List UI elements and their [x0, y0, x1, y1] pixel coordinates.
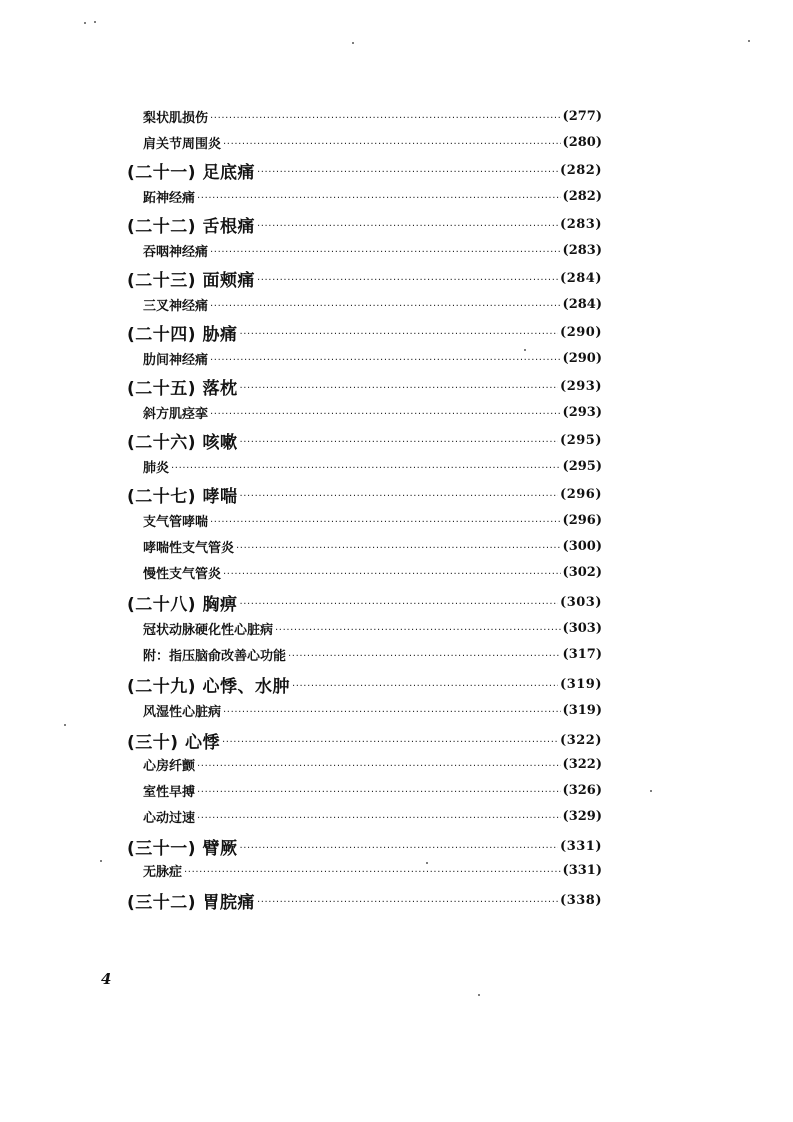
toc-subentry	[143, 780, 602, 800]
toc-entry-title: (二十八) 胸痹	[127, 594, 238, 614]
toc-page-number: (338)	[560, 892, 602, 908]
toc-page-number: (290)	[562, 350, 602, 366]
toc-subentry	[143, 240, 602, 260]
toc-page-number: (295)	[562, 458, 602, 474]
toc-entry-title: (二十二) 舌根痛	[127, 216, 255, 236]
toc-entry-title: (二十四) 胁痛	[127, 324, 238, 344]
dot-leader	[210, 301, 561, 312]
dot-leader	[239, 383, 558, 394]
toc-chapter	[127, 320, 602, 344]
toc-entry-title: 梨状肌损伤	[143, 110, 209, 126]
scan-speck	[426, 862, 428, 864]
dot-leader	[257, 167, 558, 178]
toc-entry-title: 室性早搏	[143, 784, 196, 800]
dot-leader	[210, 355, 561, 366]
toc-page-number: (326)	[562, 782, 602, 798]
toc-page-number: (322)	[562, 756, 602, 772]
toc-page-number: (283)	[562, 242, 602, 258]
toc-page-number: (319)	[562, 702, 602, 718]
dot-leader	[223, 569, 561, 580]
toc-entry-title: 肩关节周围炎	[143, 136, 222, 152]
toc-subentry	[143, 644, 602, 664]
toc-chapter	[127, 428, 602, 452]
toc-subentry	[143, 348, 602, 368]
toc-page-number: (295)	[560, 432, 602, 448]
toc-chapter	[127, 672, 602, 696]
toc-subentry	[143, 510, 602, 530]
toc-page-number: (331)	[562, 862, 602, 878]
toc-page-number: (284)	[560, 270, 602, 286]
toc-entry-title: (三十) 心悸	[127, 732, 220, 752]
toc-chapter	[127, 374, 602, 398]
toc-page-number: (277)	[562, 108, 602, 124]
toc-page-number: (282)	[562, 188, 602, 204]
toc-entry-title: 肺炎	[143, 460, 170, 476]
dot-leader	[210, 247, 561, 258]
dot-leader	[197, 787, 561, 798]
dot-leader	[236, 543, 561, 554]
dot-leader	[292, 681, 558, 692]
toc-chapter	[127, 266, 602, 290]
scan-speck	[94, 21, 96, 23]
toc-page-number: (302)	[562, 564, 602, 580]
toc-subentry	[143, 456, 602, 476]
toc-entry-title: (三十一) 臂厥	[127, 838, 238, 858]
dot-leader	[197, 813, 561, 824]
dot-leader	[223, 707, 561, 718]
toc-entry-title: (二十九) 心悸、水肿	[127, 676, 290, 696]
toc-page-number: (293)	[562, 404, 602, 420]
dot-leader	[184, 867, 561, 878]
toc-entry-title: (三十二) 胃脘痛	[127, 892, 255, 912]
scan-speck	[650, 790, 652, 792]
dot-leader	[288, 651, 561, 662]
toc-chapter	[127, 158, 602, 182]
toc-entry-title: 肋间神经痛	[143, 352, 209, 368]
toc-subentry	[143, 806, 602, 826]
dot-leader	[197, 193, 561, 204]
toc-page-number: (290)	[560, 324, 602, 340]
toc-entry-title: 吞咽神经痛	[143, 244, 209, 260]
toc-page-number: (296)	[560, 486, 602, 502]
toc-subentry	[143, 562, 602, 582]
toc-entry-title: 支气管哮喘	[143, 514, 209, 530]
toc-subentry	[143, 618, 602, 638]
toc-page-number: (296)	[562, 512, 602, 528]
toc-page-number: (317)	[562, 646, 602, 662]
toc-page-number: (303)	[560, 594, 602, 610]
toc-page-number: (300)	[562, 538, 602, 554]
scan-speck	[100, 860, 102, 862]
toc-entry-title: 附：指压脑俞改善心功能	[143, 648, 287, 664]
toc-entry-title: 冠状动脉硬化性心脏病	[143, 622, 274, 638]
page-number: 4	[101, 970, 112, 988]
dot-leader	[197, 761, 561, 772]
scan-speck	[524, 349, 526, 351]
toc-entry-title: (二十七) 哮喘	[127, 486, 238, 506]
toc-entry-title: 哮喘性支气管炎	[143, 540, 235, 556]
toc-subentry	[143, 132, 602, 152]
toc-page-number: (283)	[560, 216, 602, 232]
toc-page-number: (329)	[562, 808, 602, 824]
toc-chapter	[127, 834, 602, 858]
toc-entry-title: (二十六) 咳嗽	[127, 432, 238, 452]
dot-leader	[239, 437, 558, 448]
dot-leader	[210, 517, 561, 528]
toc-page-number: (319)	[560, 676, 602, 692]
scan-speck	[748, 40, 750, 42]
toc-subentry	[143, 860, 602, 880]
dot-leader	[210, 409, 561, 420]
dot-leader	[223, 139, 561, 150]
toc-entry-title: 心动过速	[143, 810, 196, 826]
toc-page-number: (282)	[560, 162, 602, 178]
toc-entry-title: 跖神经痛	[143, 190, 196, 206]
toc-subentry	[143, 754, 602, 774]
toc-entry-title: (二十一) 足底痛	[127, 162, 255, 182]
toc-subentry	[143, 402, 602, 422]
dot-leader	[239, 491, 558, 502]
toc-chapter	[127, 212, 602, 236]
dot-leader	[210, 113, 561, 124]
dot-leader	[257, 221, 558, 232]
scan-speck	[84, 22, 86, 24]
toc-entry-title: 心房纤颤	[143, 758, 196, 774]
dot-leader	[239, 843, 558, 854]
dot-leader	[239, 329, 558, 340]
toc-chapter	[127, 590, 602, 614]
toc-subentry	[143, 700, 602, 720]
toc-page-number: (303)	[562, 620, 602, 636]
toc-entry-title: 风湿性心脏病	[143, 704, 222, 720]
toc-chapter	[127, 888, 602, 912]
toc-chapter	[127, 728, 602, 752]
scan-speck	[478, 994, 480, 996]
toc-entry-title: 斜方肌痉挛	[143, 406, 209, 422]
toc-subentry	[143, 106, 602, 126]
dot-leader	[275, 625, 561, 636]
dot-leader	[171, 463, 561, 474]
toc-entry-title: (二十五) 落枕	[127, 378, 238, 398]
toc-subentry	[143, 536, 602, 556]
toc-chapter	[127, 482, 602, 506]
toc-page-number: (293)	[560, 378, 602, 394]
toc-subentry	[143, 294, 602, 314]
scan-speck	[64, 724, 66, 726]
scan-speck	[352, 42, 354, 44]
toc-entry-title: 慢性支气管炎	[143, 566, 222, 582]
toc-page-number: (280)	[562, 134, 602, 150]
dot-leader	[257, 275, 558, 286]
dot-leader	[222, 737, 558, 748]
toc-subentry	[143, 186, 602, 206]
toc-entry-title: 三叉神经痛	[143, 298, 209, 314]
toc-entry-title: 无脉症	[143, 864, 183, 880]
dot-leader	[239, 599, 558, 610]
toc-page-number: (284)	[562, 296, 602, 312]
dot-leader	[257, 897, 558, 908]
toc-page-number: (322)	[560, 732, 602, 748]
toc-entry-title: (二十三) 面颊痛	[127, 270, 255, 290]
toc-page-number: (331)	[560, 838, 602, 854]
